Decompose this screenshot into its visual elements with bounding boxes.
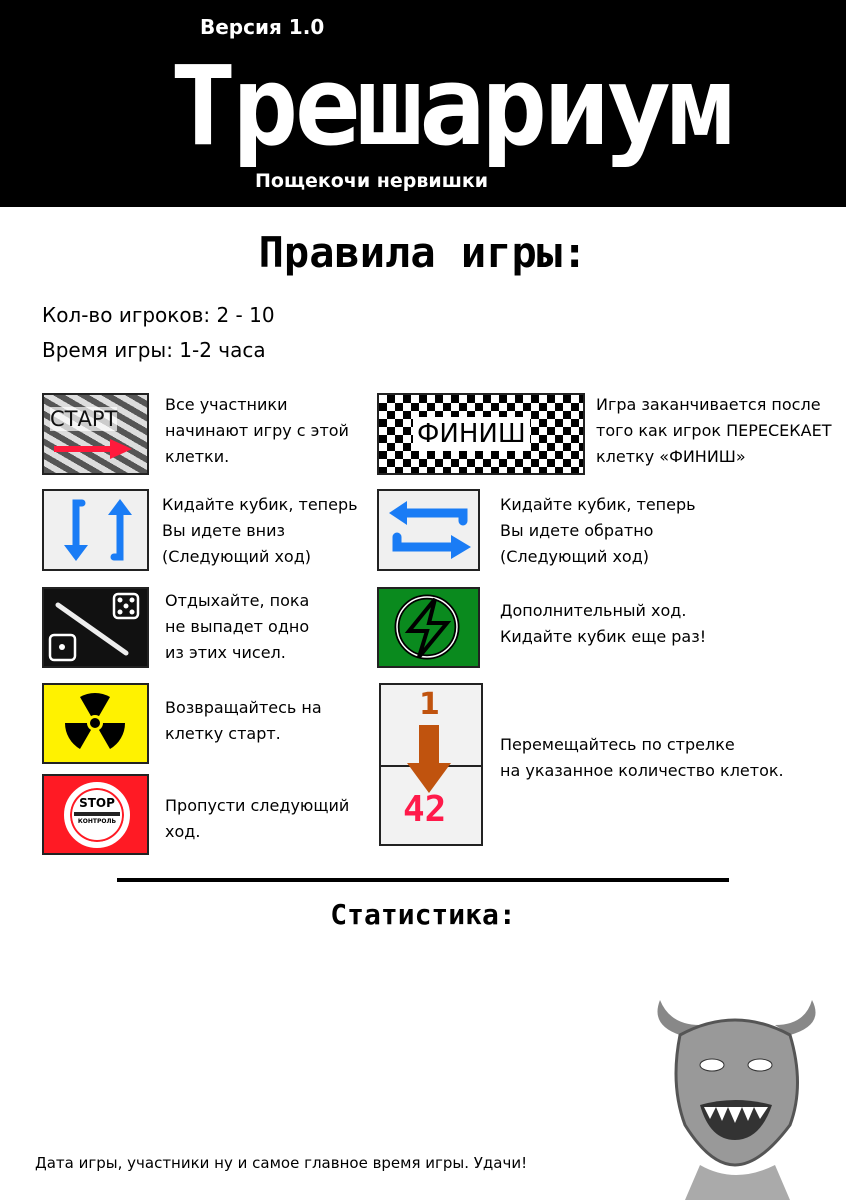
players-count: Кол-во игроков: 2 - 10 [42, 303, 275, 327]
desc-line: Пропусти следующий [165, 796, 350, 815]
desc-line: из этих чисел. [165, 643, 286, 662]
desc-line: Отдыхайте, пока [165, 591, 310, 610]
footer-note: Дата игры, участники ну и самое главное время игры. Удачи! [35, 1154, 528, 1172]
rest-description [165, 588, 309, 666]
arrow-tile [379, 683, 483, 846]
desc-line: того как игрок ПЕРЕСЕКАЕТ [596, 421, 832, 440]
swap-horizontal-arrows-icon [379, 491, 478, 569]
arrow-from-number: 1 [419, 687, 440, 722]
rules-heading: Правила игры: [258, 228, 588, 277]
play-time: Время игры: 1-2 часа [42, 338, 266, 362]
lightning-icon [379, 589, 478, 666]
finish-description [596, 392, 831, 470]
stop-sign-bar [74, 812, 120, 816]
desc-line: клетку «ФИНИШ» [596, 447, 746, 466]
desc-line: Кидайте кубик, теперь [162, 495, 358, 514]
arrow-description [500, 732, 784, 784]
swap-vertical-arrows-icon [44, 491, 147, 569]
radiation-description [165, 695, 322, 747]
desc-line: (Следующий ход) [500, 547, 649, 566]
desc-line: Вы идете вниз [162, 521, 286, 540]
demon-illustration-icon [640, 995, 835, 1200]
stop-tile [42, 774, 149, 855]
finish-tile [377, 393, 585, 475]
desc-line: Кидайте кубик еще раз! [500, 627, 707, 646]
tagline: Пощекочи нервишки [255, 170, 489, 192]
extra-description [500, 598, 706, 650]
desc-line: начинают игру с этой [165, 421, 349, 440]
extra-move-tile [377, 587, 480, 668]
desc-line: (Следующий ход) [162, 547, 311, 566]
red-arrow-icon [54, 439, 134, 459]
dice-icon [44, 589, 147, 666]
down-description [162, 492, 358, 570]
desc-line: клетки. [165, 447, 230, 466]
desc-line: Все участники [165, 395, 288, 414]
desc-line: Вы идете обратно [500, 521, 654, 540]
desc-line: Игра заканчивается после [596, 395, 821, 414]
start-tile [42, 393, 149, 475]
desc-line: клетку старт. [165, 724, 281, 743]
version-label: Версия 1.0 [200, 15, 325, 39]
stop-description [165, 793, 349, 845]
finish-label: ФИНИШ [413, 417, 530, 451]
stats-heading: Статистика: [330, 898, 516, 931]
back-tile [377, 489, 480, 571]
stop-sign-subtext: КОНТРОЛЬ [77, 818, 117, 825]
start-label: СТАРТ [50, 407, 118, 431]
desc-line: Возвращайтесь на [165, 698, 322, 717]
game-title: Трешариум [169, 42, 731, 170]
desc-line: на указанное количество клеток. [500, 761, 784, 780]
arrow-to-number: 42 [403, 789, 447, 830]
section-divider [117, 878, 729, 882]
stop-sign-icon [64, 782, 130, 848]
stop-sign-text: STOP [79, 796, 115, 810]
desc-line: ход. [165, 822, 201, 841]
radiation-tile [42, 683, 149, 764]
down-tile [42, 489, 149, 571]
back-description [500, 492, 696, 570]
start-description [165, 392, 349, 470]
radiation-icon [44, 685, 147, 762]
desc-line: Дополнительный ход. [500, 601, 687, 620]
desc-line: Кидайте кубик, теперь [500, 495, 696, 514]
desc-line: Перемещайтесь по стрелке [500, 735, 735, 754]
desc-line: не выпадет одно [165, 617, 310, 636]
rest-tile [42, 587, 149, 668]
